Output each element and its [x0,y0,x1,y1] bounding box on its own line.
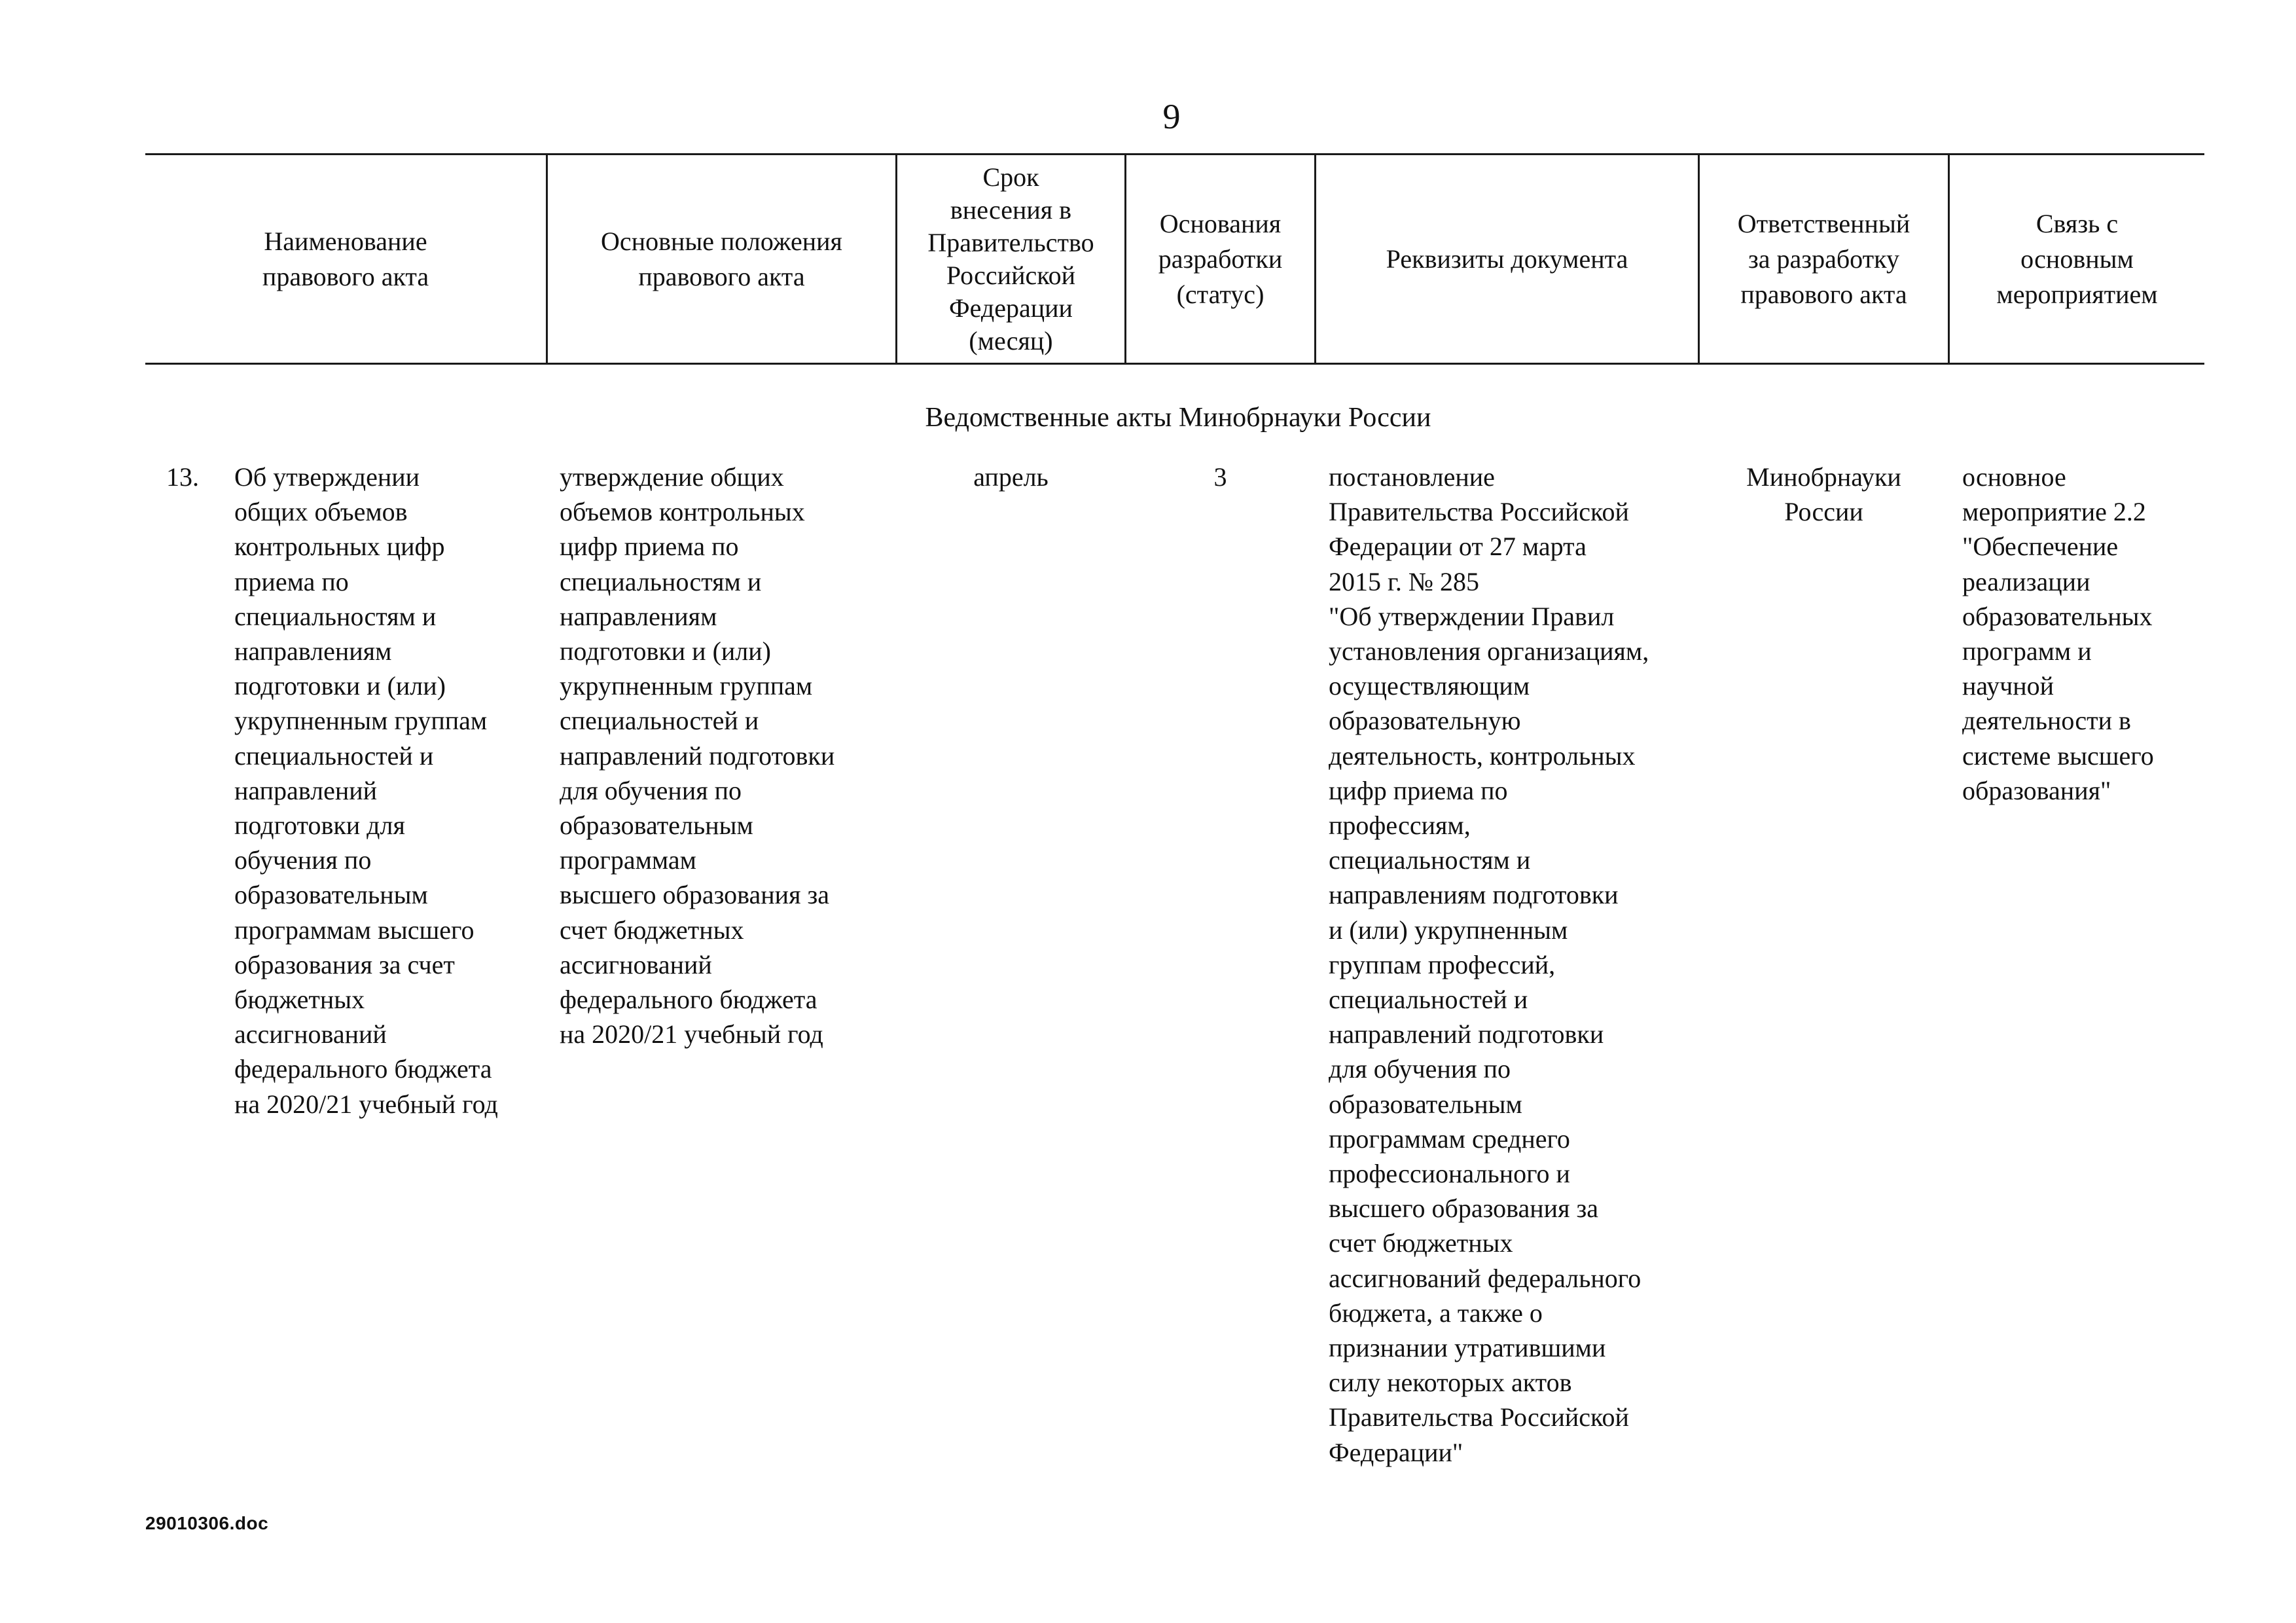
page-number: 9 [1162,97,1181,136]
row-main-provisions: утверждение общих объемов контрольных цифр приема по специальностям и направлениям подготовки и (или) укрупненным группам специальностей и направлений подготовки для обучения по образовательным программам высшего образования за счет бюджетных ассигнований федерального бюджета на 2020/21 учебный год [560,462,835,1049]
row-deadline: апрель [973,462,1049,492]
row-document-requisites: постановление Правительства Российской Федерации от 27 марта 2015 г. № 285 "Об утверждении Правил установления организациям, осуществляющим образовательную деятельность, контрольных цифр приема по профессиям, специальностям и направлениям подготовки и (или) укрупненным группам профессий, специальностей и направлений подготовки для обучения по образовательным программам среднего профессионального и высшего образования за счет бюджетных ассигнований федерального бюджета, а также о признании утратившими силу некоторых актов Правительства Российской Федерации" [1329,462,1649,1467]
header-main-provisions: Основные положения правового акта [601,227,842,291]
header-act-name: Наименование правового акта [262,227,429,291]
row-number: 13. [166,462,199,492]
header-submission-deadline: Срок внесения в Правительство Российской Федерации (месяц) [927,162,1094,356]
header-responsible: Ответственный за разработку правового акта [1737,209,1910,309]
header-bottom-rule [145,363,2204,365]
header-top-rule [145,153,2204,155]
row-act-name: Об утверждении общих объемов контрольных цифр приема по специальностям и направлениям подготовки и (или) укрупненным группам специальностей и направлений подготовки для обучения по образовательным программам высшего образования за счет бюджетных ассигнований федерального бюджета на 2020/21 учебный год [234,462,498,1119]
row-basis: 3 [1213,462,1227,492]
header-link-to-main-activity: Связь с основным мероприятием [1996,209,2158,309]
footer-filename: 29010306.doc [145,1513,269,1533]
row-responsible: Минобрнауки России [1746,462,1901,527]
row-link-to-main-activity: основное мероприятие 2.2 "Обеспечение реализации образовательных программ и научной деятельности в системе высшего образования" [1962,462,2154,805]
header-document-requisites: Реквизиты документа [1386,244,1628,274]
header-development-basis: Основания разработки (статус) [1158,209,1283,309]
section-title: Ведомственные акты Минобрнауки России [925,403,1431,433]
